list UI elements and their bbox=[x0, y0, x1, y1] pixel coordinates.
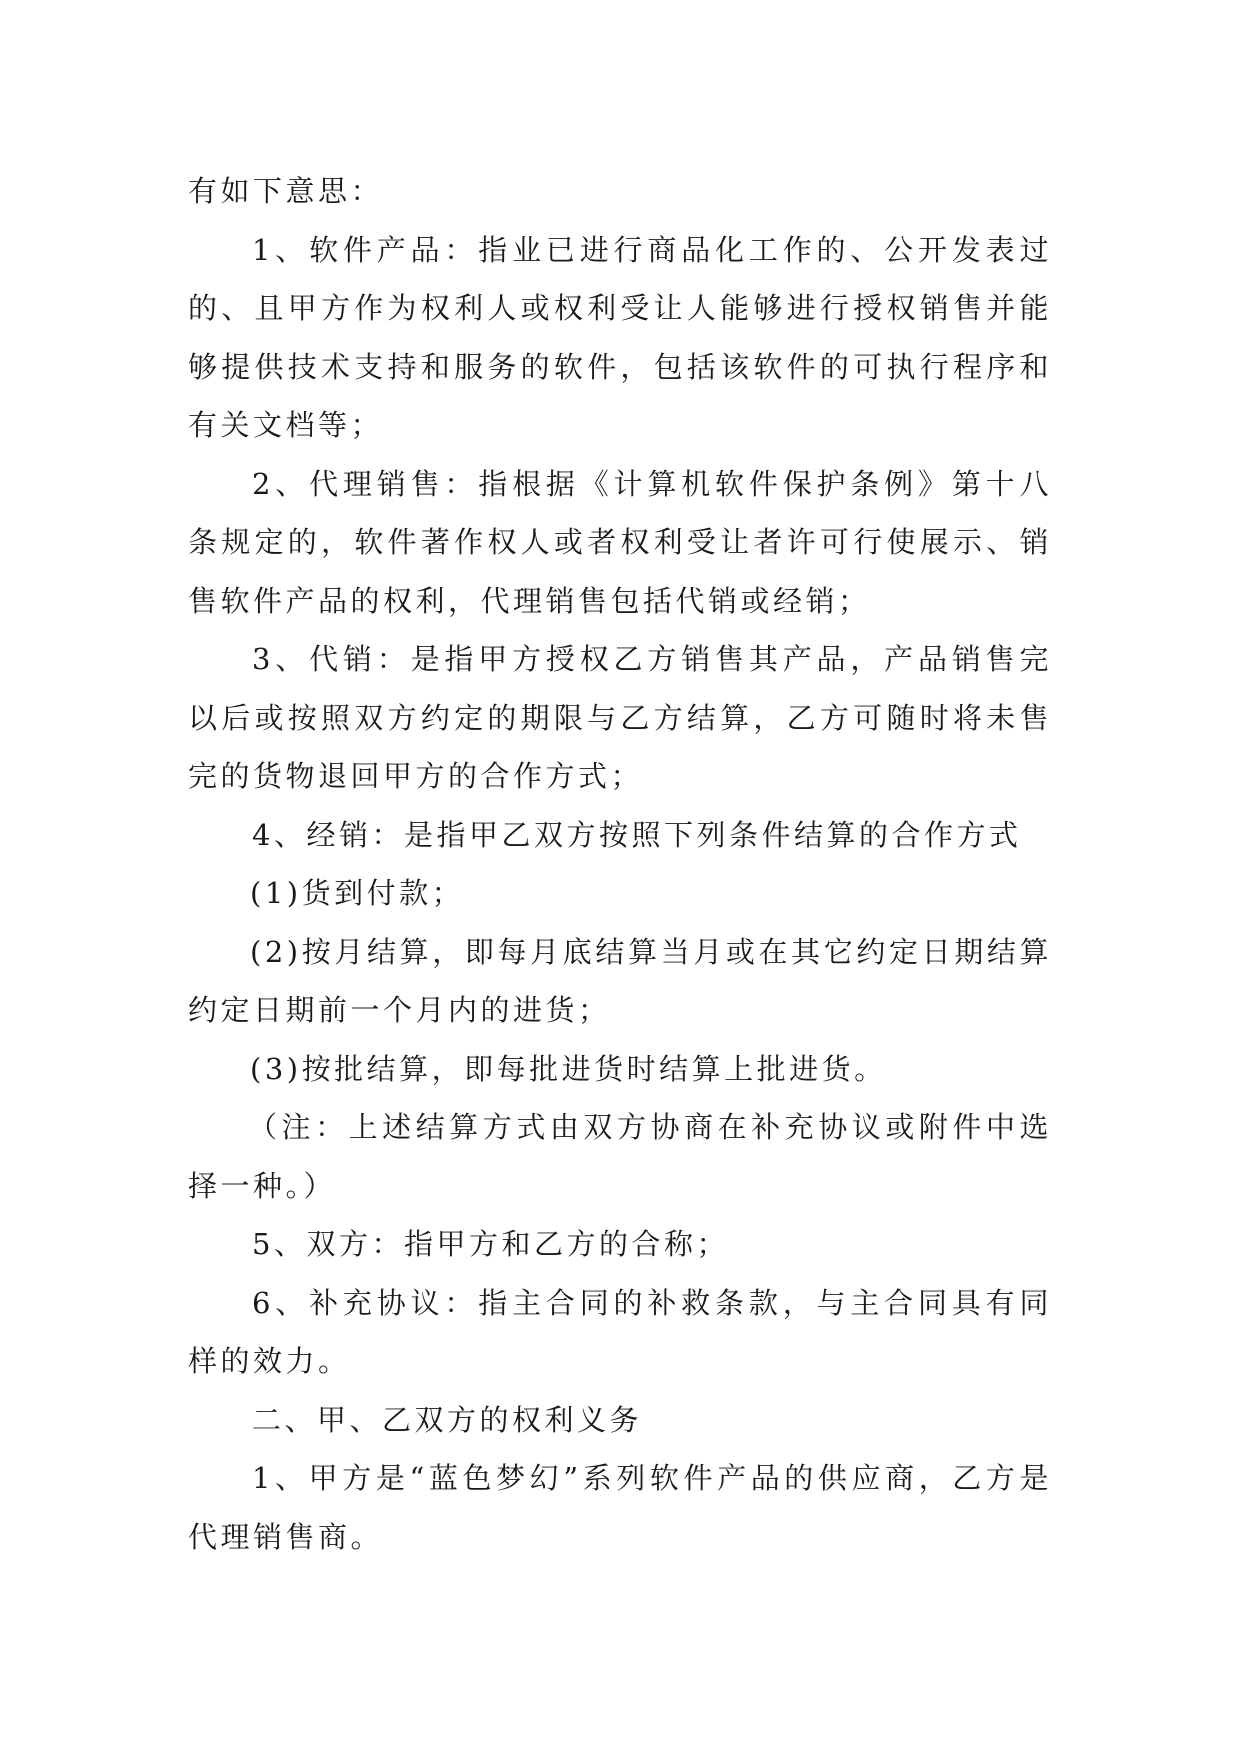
paragraph-monthly-settlement: (2)按月结算，即每月底结算当月或在其它约定日期结算约定日期前一个月内的进货； bbox=[188, 934, 1052, 1027]
paragraph-software-product: 1、软件产品：指业已进行商品化工作的、公开发表过的、且甲方作为权利人或权利受让人能够进行授权销售并能够提供技术支持和服务的软件，包括该软件的可执行程序和有关文档等； bbox=[188, 232, 1052, 442]
paragraph-distribution: 4、经销：是指甲乙双方按照下列条件结算的合作方式 bbox=[252, 817, 1022, 852]
paragraph-cash-on-delivery: (1)货到付款； bbox=[250, 876, 465, 910]
paragraph-batch-settlement: (3)按批结算，即每批进货时结算上批进货。 bbox=[250, 1051, 887, 1086]
paragraph-intro: 有如下意思： bbox=[188, 174, 384, 208]
document-page bbox=[188, 162, 1052, 1566]
paragraph-note: （注：上述结算方式由双方协商在补充协议或附件中选择一种。） bbox=[188, 1110, 1052, 1203]
paragraph-party-roles: 1、甲方是“蓝色梦幻”系列软件产品的供应商，乙方是代理销售商。 bbox=[188, 1461, 1052, 1554]
paragraph-both-parties: 5、双方：指甲方和乙方的合称； bbox=[252, 1227, 729, 1261]
paragraph-supplementary-agreement: 6、补充协议：指主合同的补救条款，与主合同具有同样的效力。 bbox=[188, 1285, 1052, 1378]
paragraph-agency-sales: 2、代理销售：指根据《计算机软件保护条例》第十八条规定的，软件著作权人或者权利受让者许可行使展示、销售软件产品的权利，代理销售包括代销或经销； bbox=[188, 466, 1052, 618]
paragraph-consignment: 3、代销：是指甲方授权乙方销售其产品，产品销售完以后或按照双方约定的期限与乙方结算，乙方可随时将未售完的货物退回甲方的合作方式； bbox=[188, 642, 1052, 793]
section-heading-rights-obligations: 二、甲、乙双方的权利义务 bbox=[252, 1402, 643, 1437]
